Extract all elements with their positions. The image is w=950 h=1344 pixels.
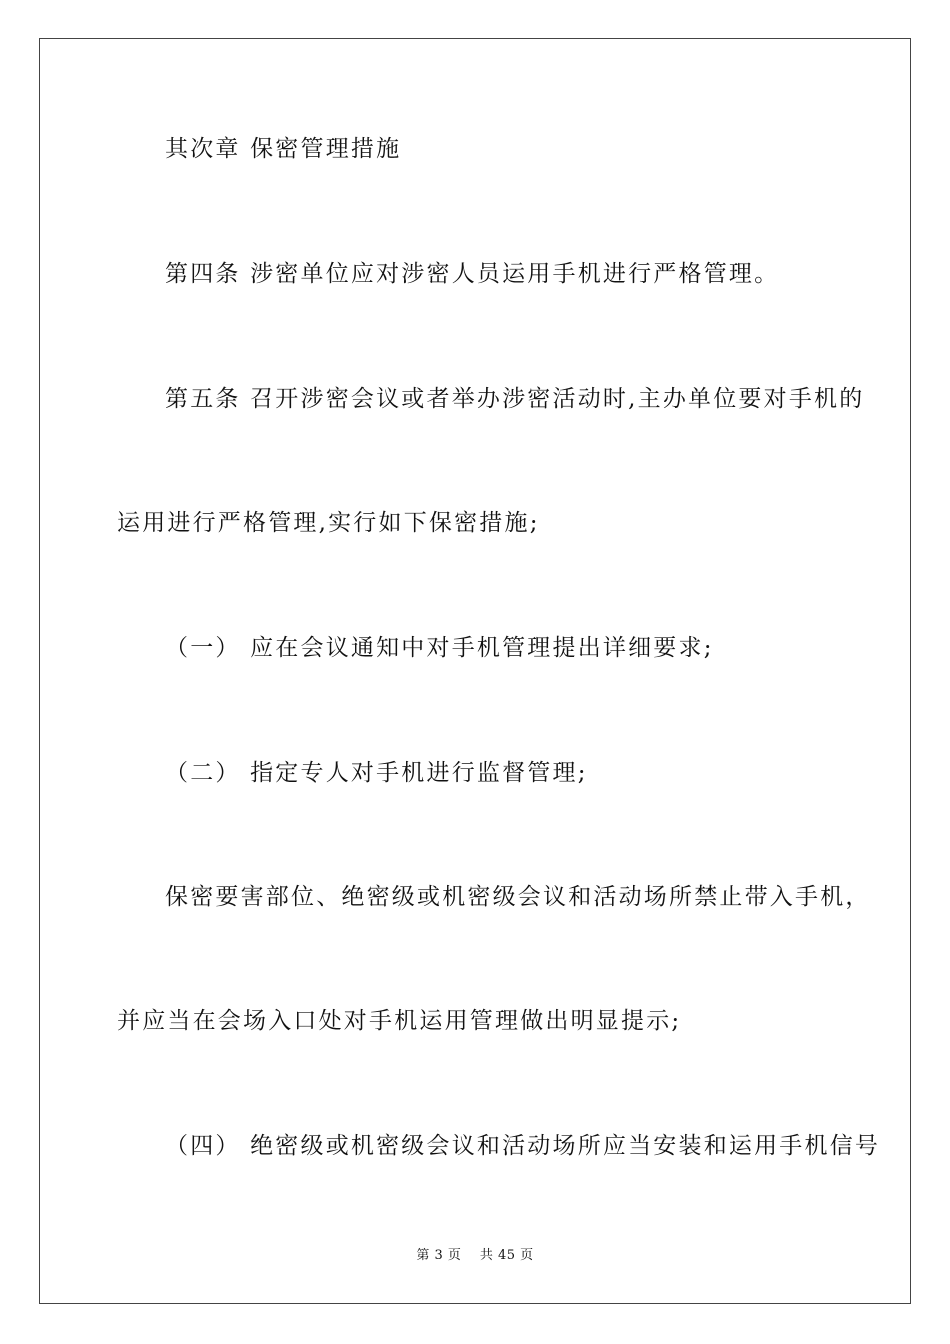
chapter-heading: 其次章 保密管理措施 [165,136,402,162]
item-1-text: （一） 应在会议通知中对手机管理提出详细要求; [165,635,714,661]
article-5-continuation: 运用进行严格管理,实行如下保密措施; [117,510,540,536]
article-5-text: 第五条 召开涉密会议或者举办涉密活动时,主办单位要对手机的 [165,386,865,412]
item-3-continuation: 并应当在会场入口处对手机运用管理做出明显提示; [117,1008,682,1034]
item-3-text: 保密要害部位、绝密级或机密级会议和活动场所禁止带入手机， [165,884,871,910]
article-4-text: 第四条 涉密单位应对涉密人员运用手机进行严格管理。 [165,261,780,287]
item-4-text: （四） 绝密级或机密级会议和活动场所应当安装和运用手机信号 [165,1133,881,1159]
page-number-footer: 第 3 页 共 45 页 [416,1248,534,1263]
item-2-text: （二） 指定专人对手机进行监督管理; [165,760,588,786]
page-border [39,38,911,1304]
